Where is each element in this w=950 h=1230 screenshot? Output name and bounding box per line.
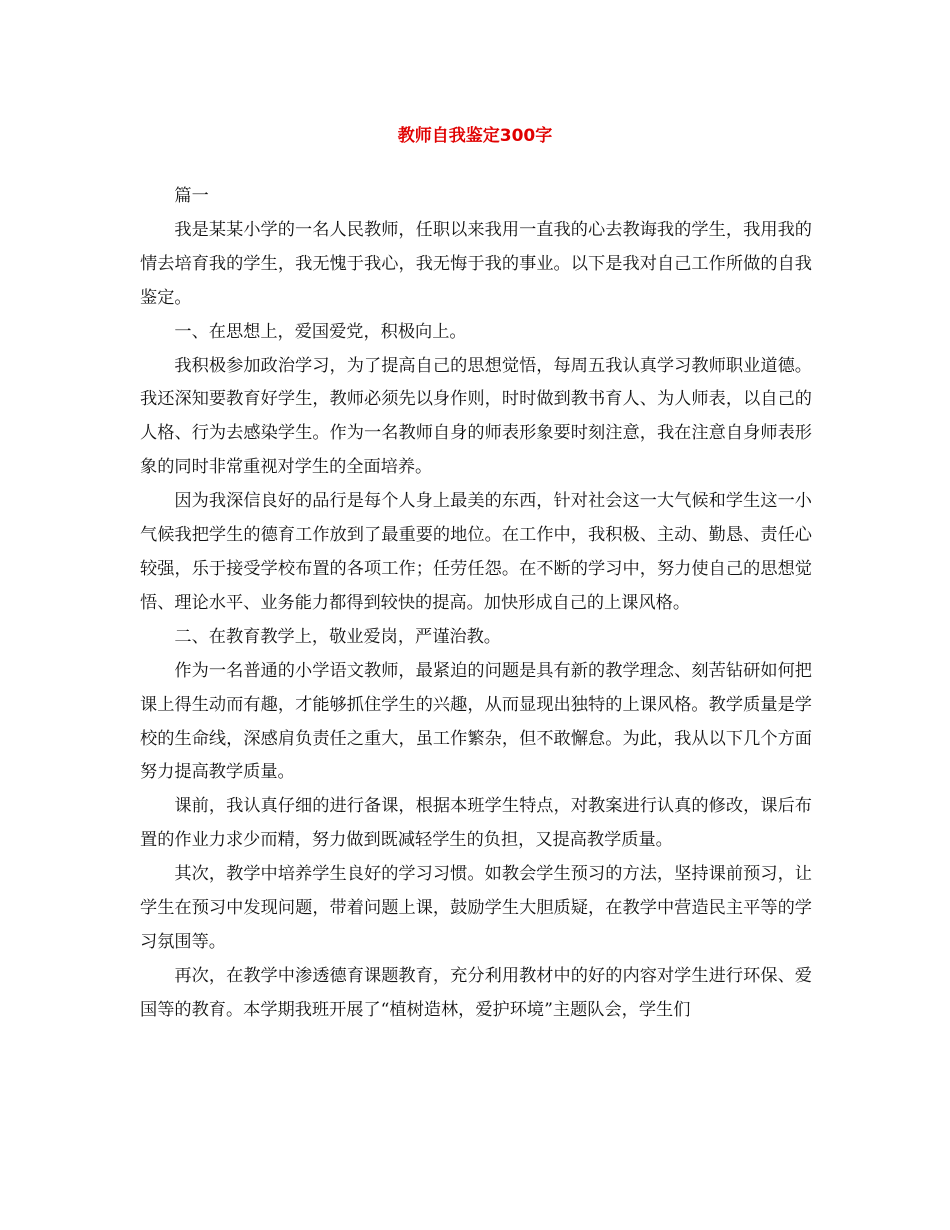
section-heading-part-one: 篇一 bbox=[174, 186, 209, 206]
document-title: 教师自我鉴定300字 bbox=[397, 126, 553, 146]
section-heading-ideology: 一、在思想上，爱国爱党，积极向上。 bbox=[174, 321, 467, 342]
paragraph-moral-topics: 再次，在教学中渗透德育课题教育，充分利用教材中的好的内容对学生进行环保、爱国等的教育。本学期我班开展了“植树造林，爱护环境”主题队会，学生们 bbox=[140, 965, 812, 1020]
paragraph-study-habits: 其次，教学中培养学生良好的学习习惯。如教会学生预习的方法，坚持课前预习，让学生在预习中发现问题，带着问题上课，鼓励学生大胆质疑，在教学中营造民主平等的学习氛围等。 bbox=[140, 864, 812, 952]
paragraph-lesson-preparation: 课前，我认真仔细的进行备课，根据本班学生特点，对教案进行认真的修改，课后布置的作业力求少而精，努力做到既减轻学生的负担，又提高教学质量。 bbox=[140, 796, 812, 851]
paragraph-moral-education: 因为我深信良好的品行是每个人身上最美的东西，针对社会这一大气候和学生这一小气候我把学生的德育工作放到了最重要的地位。在工作中，我积极、主动、勤恳、责任心较强，乐于接受学校布置的各项工作；任劳任怨。在不断的学习中，努力使自己的思想觉悟、理论水平、业务能力都得到较快的提高。加快形成自己的上课风格。 bbox=[140, 491, 812, 613]
paragraph-intro: 我是某某小学的一名人民教师，任职以来我用一直我的心去教诲我的学生，我用我的情去培育我的学生，我无愧于我心，我无悔于我的事业。以下是我对自己工作所做的自我鉴定。 bbox=[140, 219, 812, 308]
document-body bbox=[140, 180, 812, 1028]
paragraph-political-study: 我积极参加政治学习，为了提高自己的思想觉悟，每周五我认真学习教师职业道德。我还深知要教育好学生，教师必须先以身作则，时时做到教书育人、为人师表，以自己的人格、行为去感染学生。作为一名教师自身的师表形象要时刻注意，我在注意自身师表形象的同时非常重视对学生的全面培养。 bbox=[140, 355, 812, 478]
paragraph-teaching-quality: 作为一名普通的小学语文教师，最紧迫的问题是具有新的教学理念、刻苦钻研如何把课上得生动而有趣，才能够抓住学生的兴趣，从而显现出独特的上课风格。教学质量是学校的生命线，深感肩负责任之重大，虽工作繁杂，但不敢懈怠。为此，我从以下几个方面努力提高教学质量。 bbox=[140, 660, 812, 783]
section-heading-teaching: 二、在教育教学上，敬业爱岗，严谨治教。 bbox=[174, 626, 501, 647]
